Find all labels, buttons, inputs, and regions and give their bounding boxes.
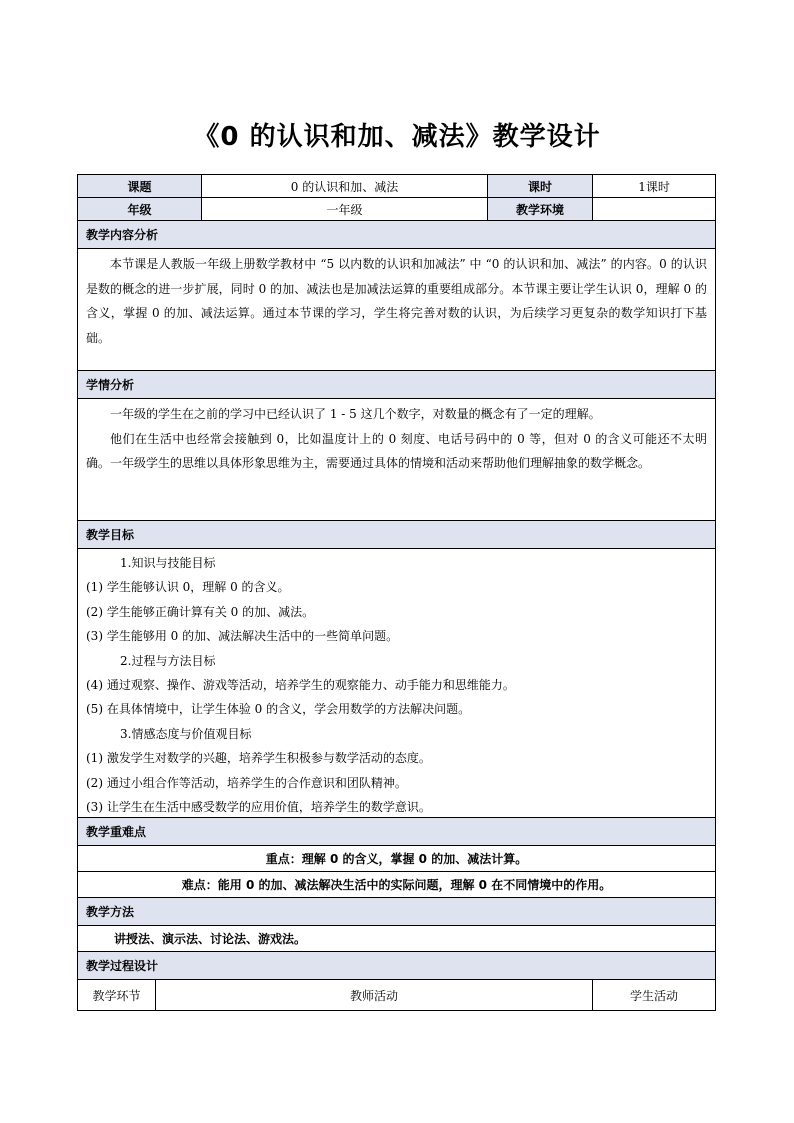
topic-label: 课题 (78, 175, 202, 198)
goal-item: (1) 学生能够认识 0，理解 0 的含义。 (86, 580, 290, 595)
student-analysis-p2: 他们在生活中也经常会接触到 0，比如温度计上的 0 刻度、电话号码中的 0 等，但对 0 的含义可能还不太明确。一年级学生的思维以具体形象思维为主，需要通过具体的情境和活动来帮助他们理解抽象的数学概念。 (86, 431, 708, 470)
goal-item: (4) 通过观察、操作、游戏等活动，培养学生的观察能力、动手能力和思维能力。 (86, 677, 515, 692)
goal-subheading: 1.知识与技能目标 (120, 556, 216, 570)
difficulty-point: 难点：能用 0 的加、减法解决生活中的实际问题，理解 0 在不同情境中的作用。 (78, 872, 716, 898)
goals-list (86, 551, 707, 814)
process-col-stage: 教学环节 (78, 980, 156, 1011)
goal-item: (3) 学生能够用 0 的加、减法解决生活中的一些简单问题。 (86, 629, 399, 644)
student-analysis-p1: 一年级的学生在之前的学习中已经认识了 1 - 5 这几个数字，对数量的概念有了一定的理解。 (110, 407, 601, 421)
key-point: 重点：理解 0 的含义，掌握 0 的加、减法计算。 (78, 846, 716, 872)
goal-item: (2) 学生能够正确计算有关 0 的加、减法。 (86, 604, 315, 619)
content-analysis-text: 本节课是人教版一年级上册数学教材中 “5 以内数的认识和加减法” 中 “0 的认识和加、减法” 的内容。0 的认识是数的概念的进一步扩展，同时 0 的加、减法也是加减法运算的重要组成部分。本节课主要让学生认识 0，理解 0 的含义，掌握 0 的加、减法运算。通过本节课的学习，学生将完善对数的认识，为后续学习更复杂的数学知识打下基础。 (86, 257, 708, 345)
page-title: 《0 的认识和加、减法》教学设计 (193, 122, 601, 152)
student-analysis-heading: 学情分析 (78, 371, 716, 399)
process-col-student: 学生活动 (593, 980, 716, 1011)
content-analysis-heading: 教学内容分析 (78, 221, 716, 249)
content-analysis-cell (78, 249, 716, 371)
key-points-heading: 教学重难点 (78, 818, 716, 846)
grade-value: 一年级 (202, 198, 488, 221)
hours-value: 1课时 (593, 175, 716, 198)
student-analysis-cell (78, 399, 716, 521)
process-col-teacher: 教师活动 (156, 980, 593, 1011)
methods-text: 讲授法、演示法、讨论法、游戏法。 (78, 926, 716, 952)
methods-heading: 教学方法 (78, 898, 716, 926)
goal-subheading: 3.情感态度与价值观目标 (120, 726, 252, 741)
goal-item: (1) 激发学生对数学的兴趣，培养学生积极参与数学活动的态度。 (86, 751, 431, 766)
grade-label: 年级 (78, 198, 202, 221)
lesson-plan-table (77, 174, 716, 1011)
process-heading: 教学过程设计 (78, 952, 716, 980)
goal-item: (2) 通过小组合作等活动，培养学生的合作意识和团队精神。 (86, 775, 407, 790)
goals-heading: 教学目标 (78, 521, 716, 549)
goals-cell (78, 549, 716, 818)
topic-value: 0 的认识和加、减法 (202, 175, 488, 198)
hours-label: 课时 (488, 175, 593, 198)
goal-subheading: 2.过程与方法目标 (120, 653, 216, 668)
goal-item: (5) 在具体情境中，让学生体验 0 的含义，学会用数学的方法解决问题。 (86, 702, 471, 717)
goal-item: (3) 让学生在生活中感受数学的应用价值，培养学生的数学意识。 (86, 799, 431, 814)
env-label: 教学环境 (488, 198, 593, 221)
env-value (593, 198, 716, 221)
